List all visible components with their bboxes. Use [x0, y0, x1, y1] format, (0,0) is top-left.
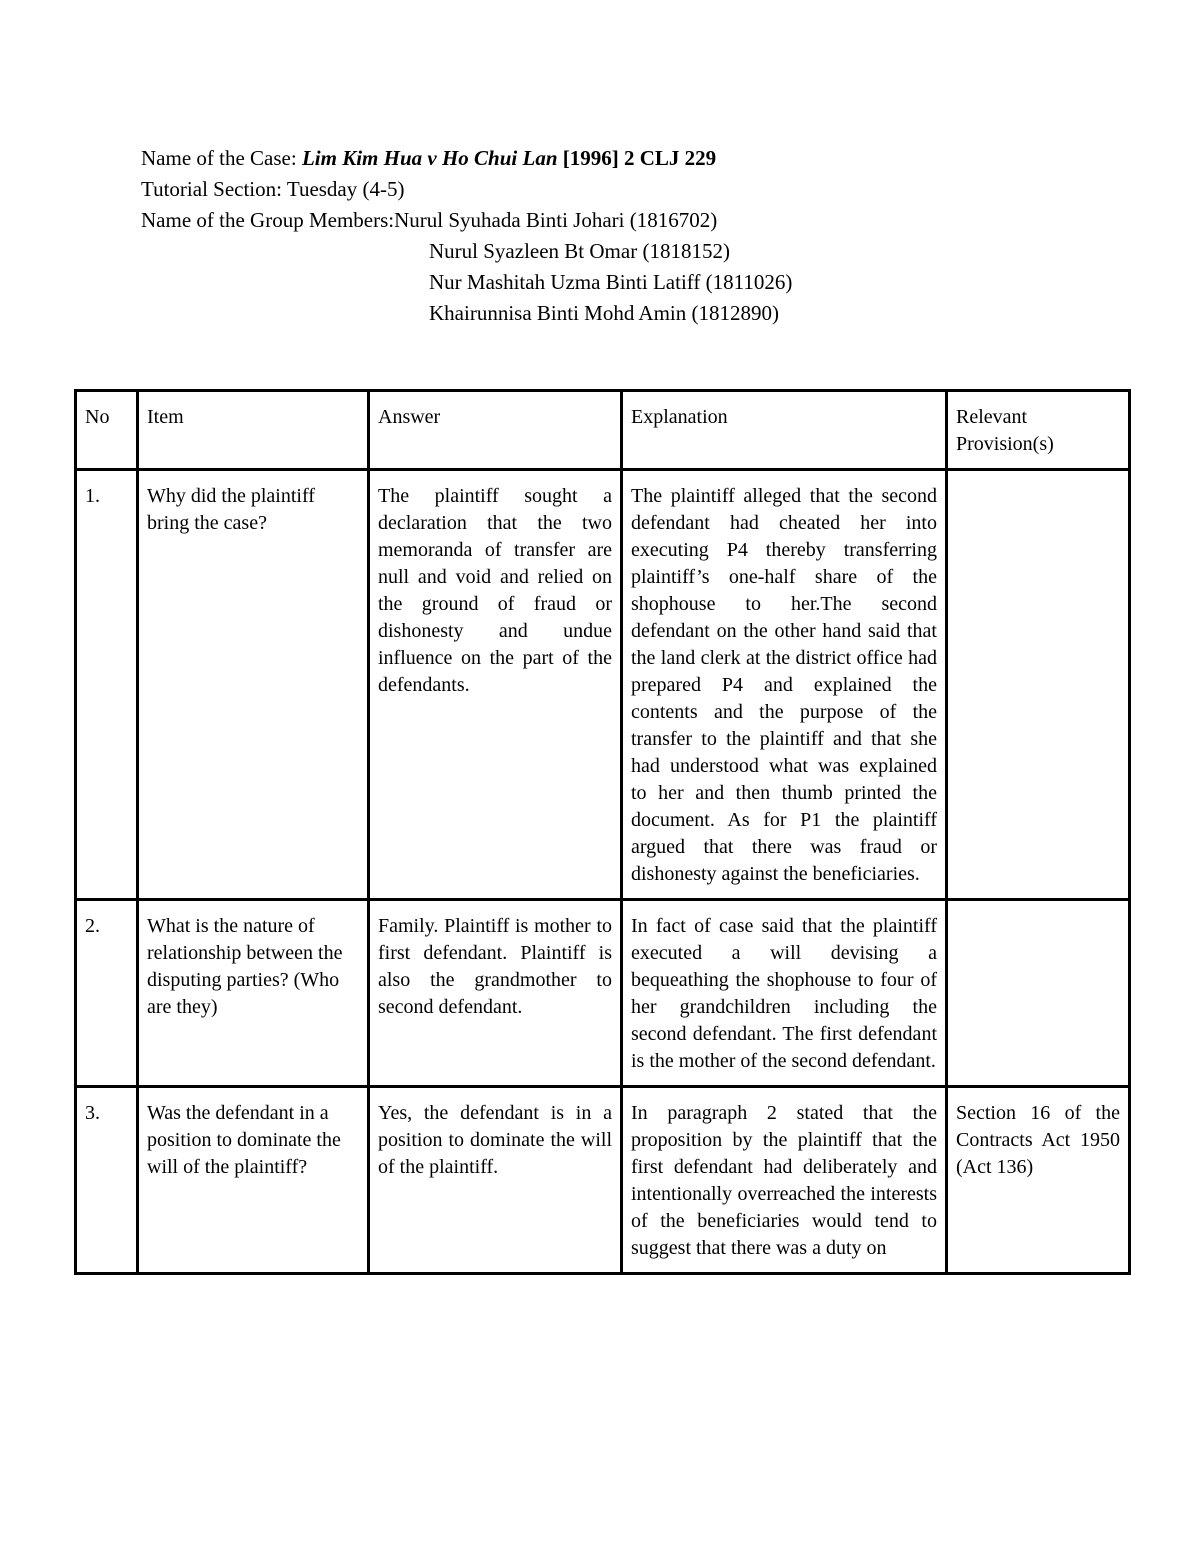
members-line	[141, 205, 792, 236]
row-number: 3.	[76, 1087, 138, 1274]
row-number: 2.	[76, 900, 138, 1087]
row-provision	[947, 900, 1130, 1087]
document-header	[141, 143, 792, 329]
case-name: Lim Kim Hua v Ho Chui Lan	[301, 146, 558, 170]
case-label: Name of the Case:	[141, 146, 302, 170]
members-label: Name of the Group Members:	[141, 208, 395, 232]
table-header-row	[76, 391, 1130, 470]
column-header-answer: Answer	[369, 391, 622, 470]
member-name: Nurul Syuhada Binti Johari (1816702)	[394, 208, 718, 232]
table-row	[76, 900, 1130, 1087]
row-item: Why did the plaintiff bring the case?	[138, 470, 369, 900]
row-provision	[947, 470, 1130, 900]
row-item: Was the defendant in a position to dominate the will of the plaintiff?	[138, 1087, 369, 1274]
row-answer: Yes, the defendant is in a position to dominate the will of the plaintiff.	[369, 1087, 622, 1274]
column-header-no: No	[76, 391, 138, 470]
row-answer: The plaintiff sought a declaration that the two memoranda of transfer are null and void and relied on the ground of fraud or dishonesty and undue influence on the part of the defendants.	[369, 470, 622, 900]
row-answer: Family. Plaintiff is mother to first defendant. Plaintiff is also the grandmother to second defendant.	[369, 900, 622, 1087]
case-analysis-table	[74, 389, 1131, 1275]
case-name-line	[141, 143, 792, 174]
member-name: Khairunnisa Binti Mohd Amin (1812890)	[429, 301, 779, 325]
table-row	[76, 470, 1130, 900]
row-explanation: In paragraph 2 stated that the proposition by the plaintiff that the first defendant had deliberately and intentionally overreached the interests of the beneficiaries would tend to suggest that there was a duty on	[622, 1087, 947, 1274]
row-provision: Section 16 of the Contracts Act 1950 (Act 136)	[947, 1087, 1130, 1274]
row-explanation: The plaintiff alleged that the second defendant had cheated her into executing P4 thereby transferring plaintiff’s one-half share of the shophouse to her.The second defendant on the other hand said that the land clerk at the district office had prepared P4 and explained the contents and the purpose of the transfer to the plaintiff and that she had understood what was explained to her and then thumb printed the document. As for P1 the plaintiff argued that there was fraud or dishonesty against the beneficiaries.	[622, 470, 947, 900]
row-item: What is the nature of relationship between the disputing parties? (Who are they)	[138, 900, 369, 1087]
column-header-explanation: Explanation	[622, 391, 947, 470]
column-header-provision: Relevant Provision(s)	[947, 391, 1130, 470]
table-row	[76, 1087, 1130, 1274]
row-explanation: In fact of case said that the plaintiff executed a will devising a bequeathing the shophouse to four of her grandchildren including the second defendant. The first defendant is the mother of the second defendant.	[622, 900, 947, 1087]
case-citation: [1996] 2 CLJ 229	[557, 146, 717, 170]
tutorial-section: Tutorial Section: Tuesday (4-5)	[141, 177, 405, 201]
member-name: Nurul Syazleen Bt Omar (1818152)	[429, 239, 730, 263]
row-number: 1.	[76, 470, 138, 900]
column-header-item: Item	[138, 391, 369, 470]
member-name: Nur Mashitah Uzma Binti Latiff (1811026)	[429, 270, 793, 294]
